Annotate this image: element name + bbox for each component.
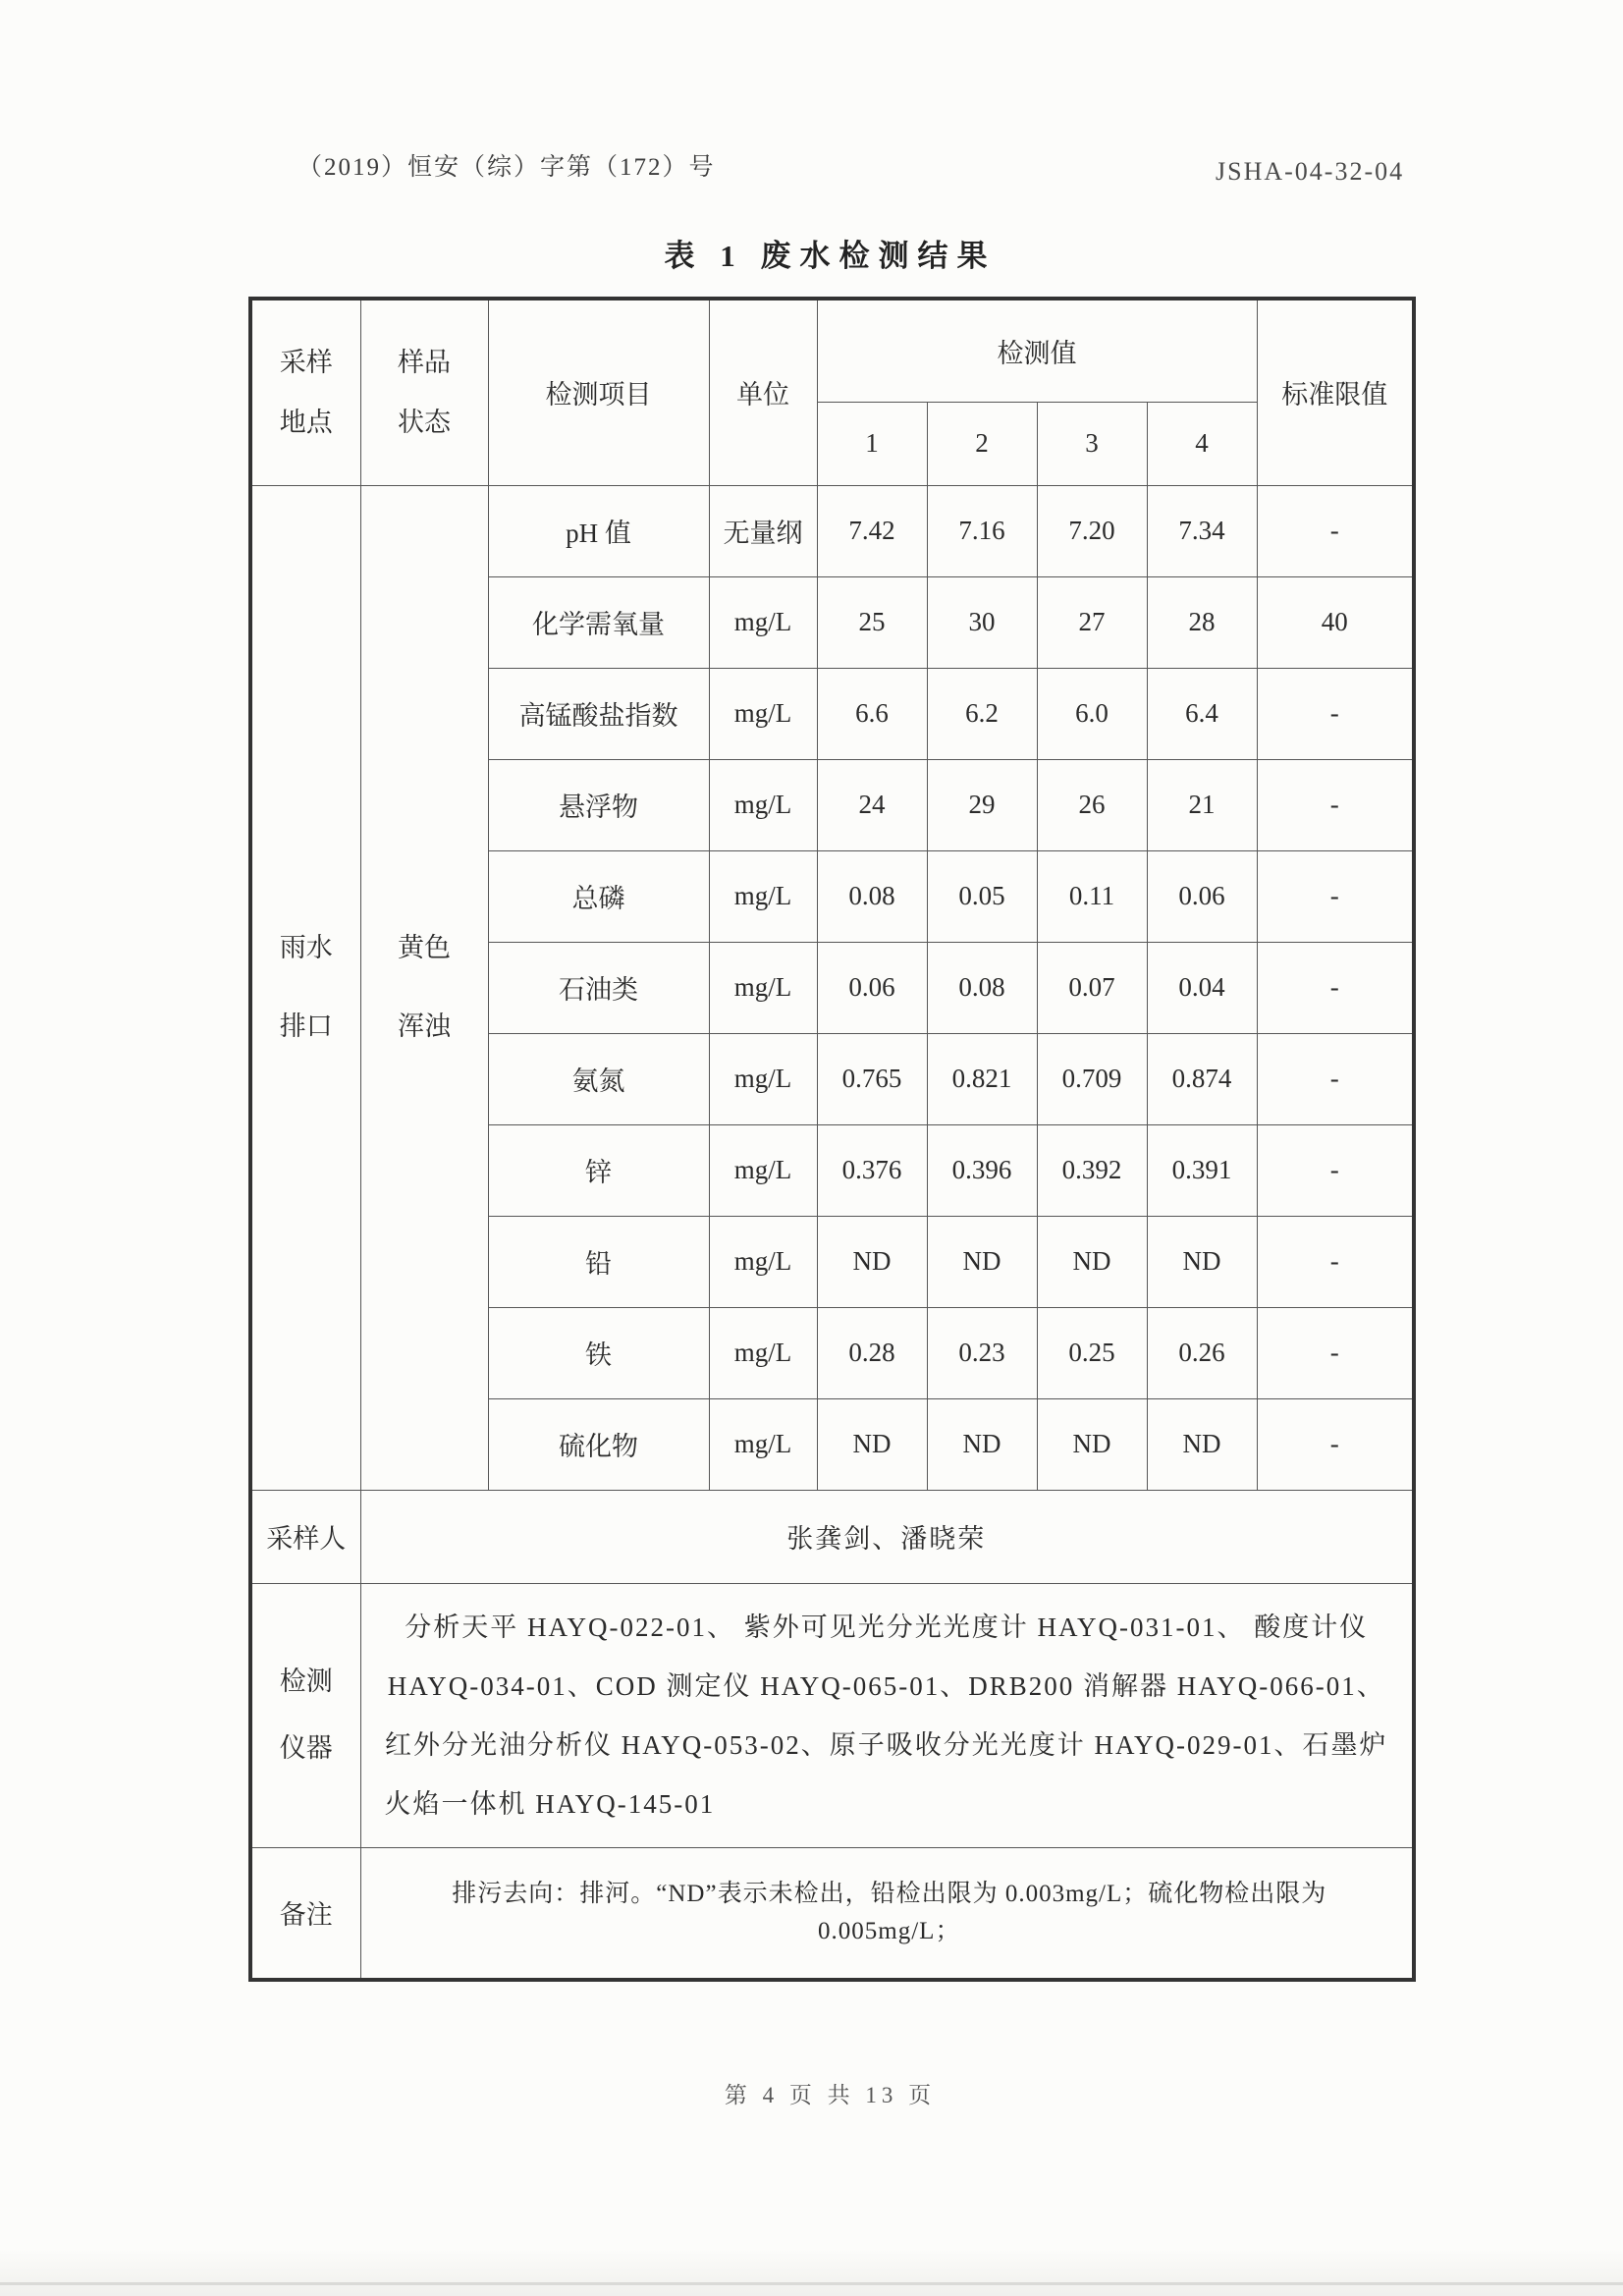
col-header-unit: 单位 [709,299,817,485]
cell-unit: mg/L [709,1398,817,1490]
cell-value-2: ND [927,1398,1037,1490]
cell-test-item: 锌 [488,1124,709,1216]
cell-unit: mg/L [709,942,817,1033]
instruments-row [250,1583,1414,1847]
cell-value-1: ND [817,1216,927,1307]
cell-value-1: 0.28 [817,1307,927,1398]
cell-standard-limit: - [1257,1033,1414,1124]
cell-value-4: 0.06 [1147,850,1257,942]
cell-value-2: ND [927,1216,1037,1307]
results-footer-rows [250,1490,1414,1980]
cell-value-1: 7.42 [817,485,927,576]
cell-value-4: 21 [1147,759,1257,850]
cell-value-2: 0.08 [927,942,1037,1033]
cell-test-item: 化学需氧量 [488,576,709,668]
cell-test-item: 总磷 [488,850,709,942]
header-row-main [250,299,1414,402]
cell-value-4: 0.04 [1147,942,1257,1033]
col-header-value-3: 3 [1037,402,1147,485]
scan-bottom-shade [0,2249,1623,2296]
cell-standard-limit: - [1257,850,1414,942]
col-header-value-4: 4 [1147,402,1257,485]
cell-value-2: 0.23 [927,1307,1037,1398]
cell-value-4: ND [1147,1216,1257,1307]
cell-value-2: 30 [927,576,1037,668]
col-header-sample-state: 样品 状态 [360,299,488,485]
instruments-label: 检测 仪器 [250,1583,360,1847]
cell-value-4: 6.4 [1147,668,1257,759]
cell-unit: mg/L [709,1124,817,1216]
cell-test-item: 高锰酸盐指数 [488,668,709,759]
results-head [250,299,1414,485]
page-number: 第 4 页 共 13 页 [724,2083,937,2107]
cell-value-4: 0.874 [1147,1033,1257,1124]
wastewater-results-table [248,297,1416,1982]
cell-unit: mg/L [709,1307,817,1398]
cell-unit: mg/L [709,1216,817,1307]
scan-page-edge [0,2282,1623,2285]
col-header-value-1: 1 [817,402,927,485]
cell-value-1: 6.6 [817,668,927,759]
cell-test-item: 氨氮 [488,1033,709,1124]
cell-value-2: 0.821 [927,1033,1037,1124]
cell-value-4: 0.391 [1147,1124,1257,1216]
cell-test-item: 悬浮物 [488,759,709,850]
cell-value-3: 0.07 [1037,942,1147,1033]
sample-state: 黄色 浑浊 [360,485,488,1490]
cell-value-4: 0.26 [1147,1307,1257,1398]
cell-value-1: 0.376 [817,1124,927,1216]
table-row [250,485,1414,576]
cell-unit: mg/L [709,850,817,942]
cell-value-3: ND [1037,1398,1147,1490]
remark-row [250,1847,1414,1980]
cell-test-item: 铅 [488,1216,709,1307]
cell-value-4: ND [1147,1398,1257,1490]
cell-test-item: 铁 [488,1307,709,1398]
cell-value-2: 29 [927,759,1037,850]
cell-value-3: 0.709 [1037,1033,1147,1124]
remark-value: 排污去向：排河。“ND”表示未检出，铅检出限为 0.003mg/L；硫化物检出限为 0.005mg/L； [360,1847,1414,1980]
cell-unit: mg/L [709,759,817,850]
cell-value-2: 7.16 [927,485,1037,576]
results-body [250,485,1414,1490]
cell-value-3: ND [1037,1216,1147,1307]
cell-unit: mg/L [709,576,817,668]
cell-value-3: 27 [1037,576,1147,668]
cell-value-1: 25 [817,576,927,668]
sampler-value: 张龚剑、潘晓荣 [360,1490,1414,1583]
cell-standard-limit: - [1257,942,1414,1033]
col-header-value-2: 2 [927,402,1037,485]
remark-label: 备注 [250,1847,360,1980]
cell-standard-limit: - [1257,668,1414,759]
table-title: 表 1 废水检测结果 [664,239,997,273]
col-header-test-item: 检测项目 [488,299,709,485]
sampler-row [250,1490,1414,1583]
col-header-standard-limit: 标准限值 [1257,299,1414,485]
cell-unit: mg/L [709,1033,817,1124]
cell-test-item: pH 值 [488,485,709,576]
cell-value-2: 0.396 [927,1124,1037,1216]
cell-value-3: 0.392 [1037,1124,1147,1216]
cell-value-1: 0.08 [817,850,927,942]
cell-standard-limit: - [1257,1124,1414,1216]
cell-value-1: 0.06 [817,942,927,1033]
cell-standard-limit: 40 [1257,576,1414,668]
cell-value-3: 0.11 [1037,850,1147,942]
cell-value-1: 0.765 [817,1033,927,1124]
cell-standard-limit: - [1257,1216,1414,1307]
col-header-test-values: 检测值 [817,299,1257,402]
cell-test-item: 硫化物 [488,1398,709,1490]
document-number: （2019）恒安（综）字第（172）号 [298,154,716,181]
cell-test-item: 石油类 [488,942,709,1033]
cell-value-3: 26 [1037,759,1147,850]
cell-unit: 无量纲 [709,485,817,576]
cell-standard-limit: - [1257,1307,1414,1398]
cell-value-3: 6.0 [1037,668,1147,759]
cell-value-4: 7.34 [1147,485,1257,576]
cell-value-1: ND [817,1398,927,1490]
cell-standard-limit: - [1257,759,1414,850]
cell-value-2: 0.05 [927,850,1037,942]
sampler-label: 采样人 [250,1490,360,1583]
document-code: JSHA-04-32-04 [1216,157,1405,186]
cell-standard-limit: - [1257,485,1414,576]
cell-value-4: 28 [1147,576,1257,668]
cell-unit: mg/L [709,668,817,759]
cell-value-2: 6.2 [927,668,1037,759]
instruments-value: 分析天平 HAYQ-022-01、 紫外可见光分光光度计 HAYQ-031-01、 酸度计仪 HAYQ-034-01、COD 测定仪 HAYQ-065-01、DRB200 消解器 HAYQ-066-01、红外分光油分析仪 HAYQ-053-02、原子吸收分光光度计 HAYQ-029-01、石墨炉火焰一体机 HAYQ-145-01 [360,1583,1414,1847]
cell-standard-limit: - [1257,1398,1414,1490]
cell-value-3: 7.20 [1037,485,1147,576]
col-header-sampling-location: 采样 地点 [250,299,360,485]
cell-value-3: 0.25 [1037,1307,1147,1398]
cell-value-1: 24 [817,759,927,850]
sample-location: 雨水 排口 [250,485,360,1490]
